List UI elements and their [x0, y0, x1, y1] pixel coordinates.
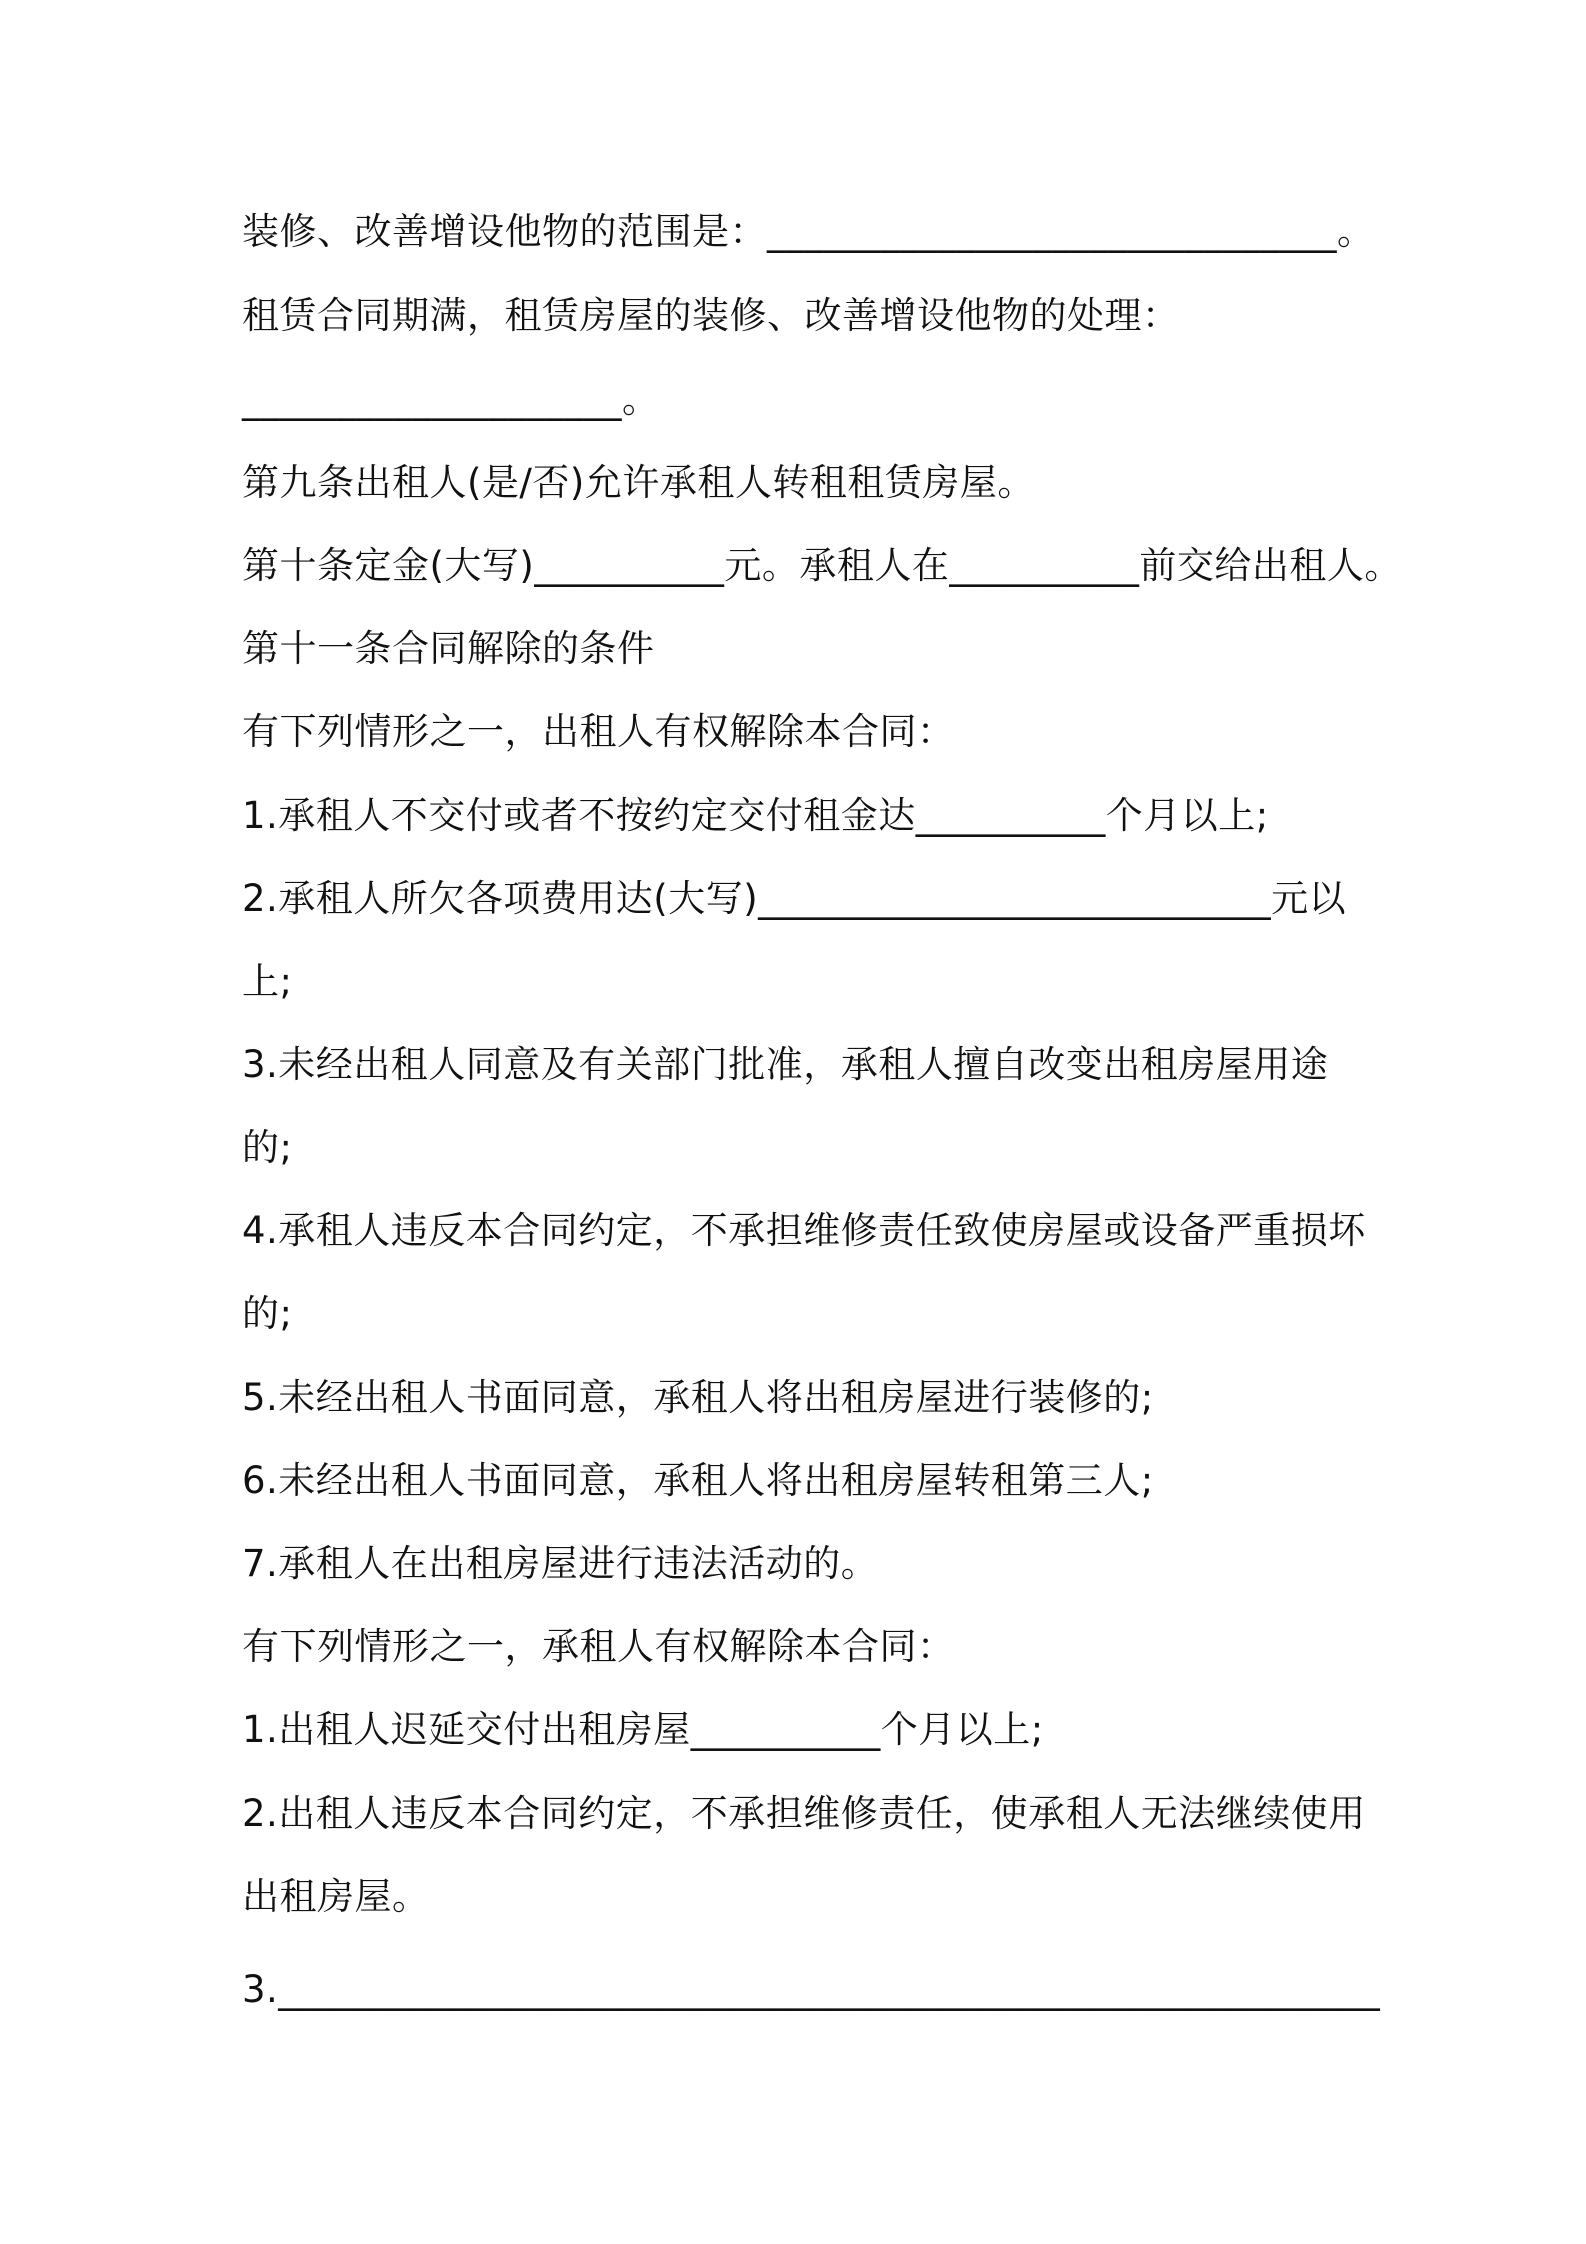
list-item: 2.承租人所欠各项费用达(大写)___________________________元以: [242, 877, 1347, 920]
text-line: 装修、改善增设他物的范围是：______________________________。: [242, 210, 1375, 253]
list-item: 4.承租人违反本合同约定，不承担维修责任致使房屋或设备严重损坏: [242, 1209, 1366, 1252]
list-item: 3.未经出租人同意及有关部门批准，承租人擅自改变出租房屋用途: [242, 1043, 1329, 1086]
list-item: 3.__________________________________________________________: [242, 1968, 1381, 2011]
list-item: 1.出租人迟延交付出租房屋__________个月以上;: [242, 1708, 1044, 1751]
list-item: 6.未经出租人书面同意，承租人将出租房屋转租第三人;: [242, 1459, 1154, 1502]
list-item-continuation: 上;: [242, 960, 293, 1003]
list-item-continuation: 的;: [242, 1126, 293, 1169]
text-line: 第九条出租人(是/否)允许承租人转租租赁房屋。: [242, 461, 1035, 504]
list-item: 7.承租人在出租房屋进行违法活动的。: [242, 1542, 879, 1585]
list-item-continuation: 的;: [242, 1292, 293, 1335]
list-item: 5.未经出租人书面同意，承租人将出租房屋进行装修的;: [242, 1376, 1154, 1419]
list-item-continuation: 出租房屋。: [242, 1875, 430, 1918]
text-line: 有下列情形之一，出租人有权解除本合同：: [242, 710, 955, 753]
text-line: ____________________。: [242, 378, 660, 421]
section-heading: 第十一条合同解除的条件: [242, 627, 655, 670]
text-line: 租赁合同期满，租赁房屋的装修、改善增设他物的处理：: [242, 294, 1180, 337]
list-item: 1.承租人不交付或者不按约定交付租金达__________个月以上;: [242, 794, 1269, 837]
text-line: 有下列情形之一，承租人有权解除本合同：: [242, 1625, 955, 1668]
text-line: 第十条定金(大写)__________元。承租人在__________前交给出租人。: [242, 544, 1402, 587]
list-item: 2.出租人违反本合同约定，不承担维修责任，使承租人无法继续使用: [242, 1792, 1366, 1835]
